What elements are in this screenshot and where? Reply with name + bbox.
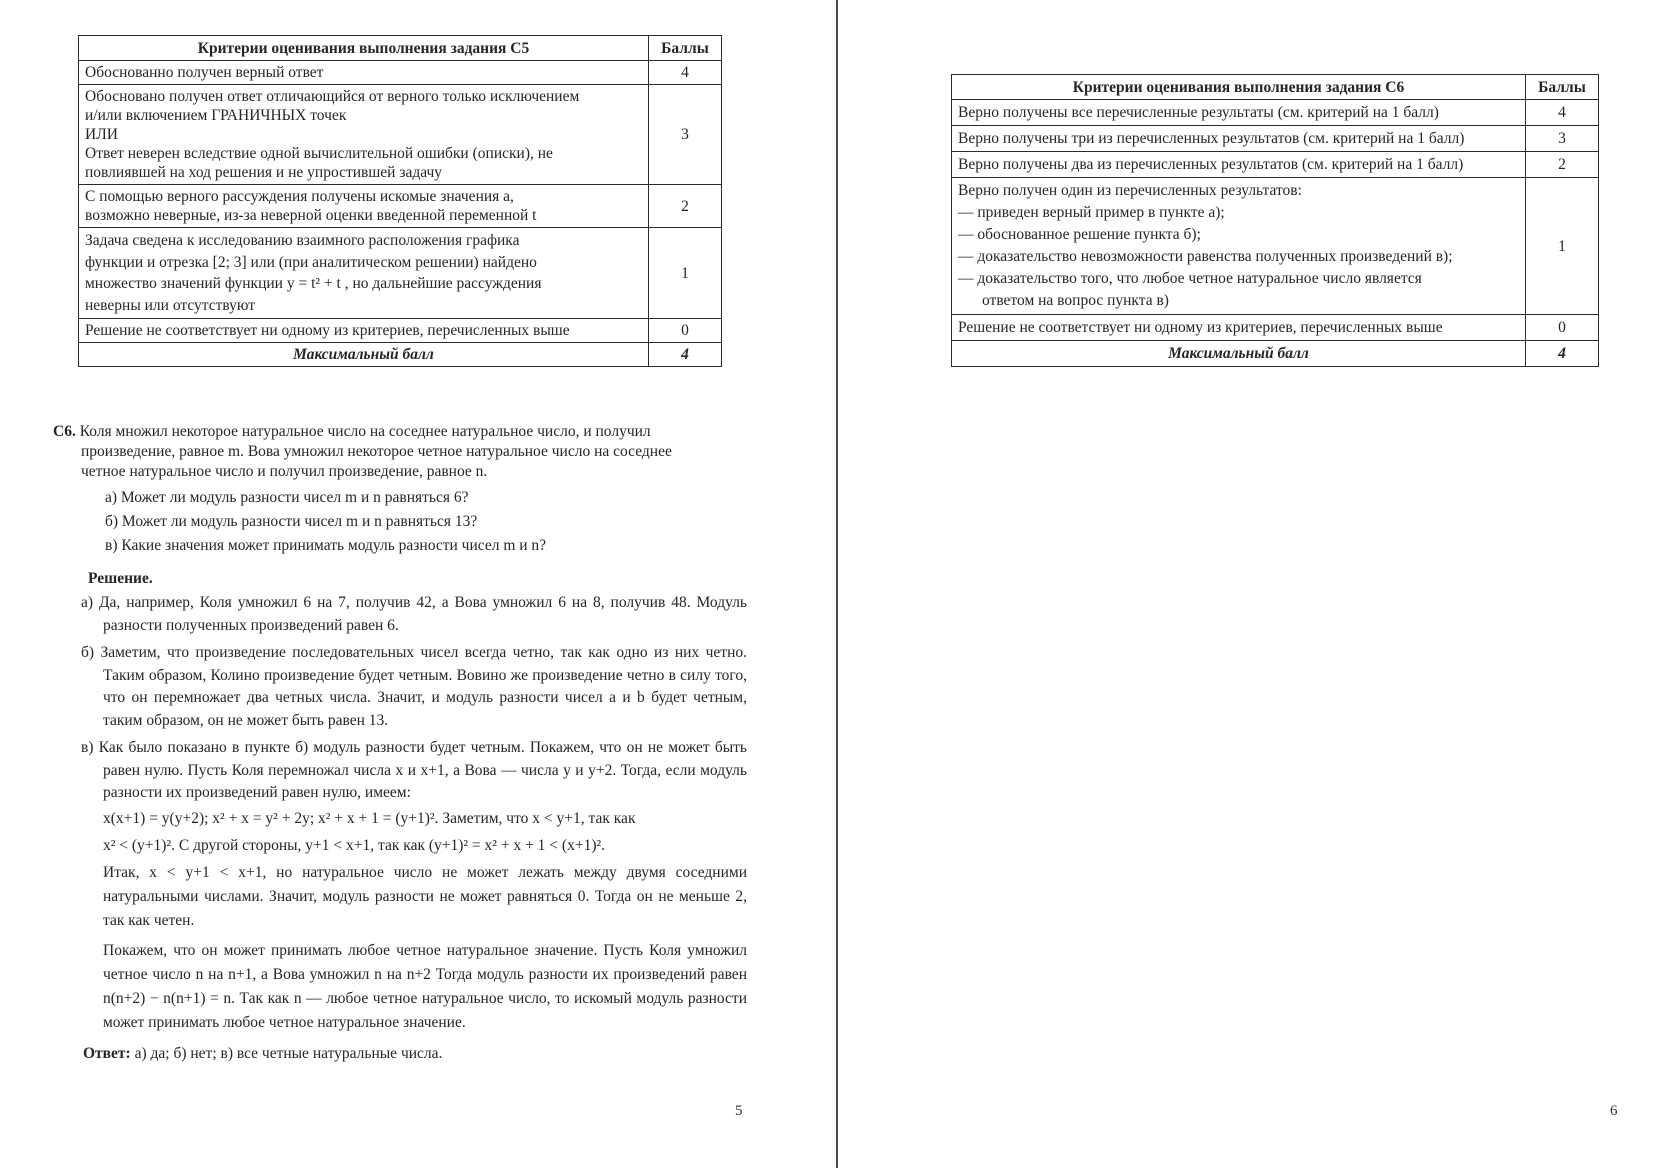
task-intro-line: произведение, равное m. Вова умножил некоторое четное натуральное число на соседнее (81, 443, 672, 460)
table-header (952, 75, 1599, 100)
row-criterion (79, 185, 649, 228)
task-c6 (53, 422, 747, 1065)
row-criterion (79, 85, 649, 185)
page-number: 5 (735, 1103, 743, 1119)
table-row (79, 228, 722, 319)
row-criterion (79, 319, 649, 343)
criterion-line: и/или включением ГРАНИЧНЫХ точек (85, 107, 347, 124)
header-score: Баллы (1526, 75, 1599, 100)
criterion-line: множество значений функции y = t² + t , но дальнейшие рассуждения (85, 275, 542, 292)
total-score: 4 (1526, 341, 1599, 367)
row-criterion: Верно получены два из перечисленных результатов (см. критерий на 1 балл) (952, 152, 1526, 178)
criterion-line: Ответ неверен вследствие одной вычислительной ошибки (описки), не (85, 145, 553, 162)
solution-c-part1: в) Как было показано в пункте б) модуль разности будет четным. Покажем, что он не может быть равен нулю. Пусть Коля перемножал числа x и x+1, а Вова — числа y и y+2. Тогда, если модуль разности их произведений равен нулю, имеем: (81, 739, 747, 801)
solution-b: б) Заметим, что произведение последовательных чисел всегда четно, так как одно из них четно. Таким образом, Колино произведение будет четным. Вовино же произведение четно в силу того, что он перемножает два четных числа. Значит, и модуль разности чисел a и b будет четным, таким образом, он не может быть равен 13. (81, 644, 747, 729)
row-criterion (79, 228, 649, 319)
table-row (952, 100, 1599, 126)
criterion-line: Обосновано получен ответ отличающийся от верного только исключением (85, 88, 580, 105)
criterion-line: Задача сведена к исследованию взаимного расположения графика (85, 232, 520, 249)
criterion-item: — доказательство невозможности равенства полученных произведений в); (958, 248, 1453, 265)
criterion-line: С помощью верного рассуждения получены искомые значения a, (85, 188, 514, 205)
answer-text: а) да; б) нет; в) все четные натуральные числа. (134, 1044, 443, 1062)
total-label: Максимальный балл (79, 343, 649, 367)
table-row (79, 61, 722, 85)
question-b: б) Может ли модуль разности чисел m и n равняться 13? (105, 513, 478, 530)
total-label: Максимальный балл (952, 341, 1526, 367)
criterion-item: — обоснованное решение пункта б); (958, 226, 1201, 243)
row-criterion: Верно получены все перечисленные результаты (см. критерий на 1 балл) (952, 100, 1526, 126)
criterion-line: Решение не соответствует ни одному из критериев, перечисленных выше (85, 322, 570, 339)
solution-c-even-values: Покажем, что он может принимать любое четное натуральное значение. Пусть Коля умножил четное число n на n+1, а Вова умножил n на n+2 Тогда модуль разности их произведений равен n(n+2) − n(n+1) = n. Так как n — любое четное натуральное число, то искомый модуль разности может принимать любое четное натуральное значение. (103, 941, 747, 1031)
criterion-line: ИЛИ (85, 126, 118, 143)
table-row (79, 185, 722, 228)
row-criterion (79, 61, 649, 85)
criterion-intro: Верно получен один из перечисленных результатов: (958, 182, 1302, 199)
table-row (79, 85, 722, 185)
row-criterion (952, 178, 1526, 315)
criterion-item: — приведен верный пример в пункте а); (958, 204, 1225, 221)
criterion-line: повлиявшей на ход решения и не упростившей задачу (85, 164, 443, 181)
task-intro-line: четное натуральное число и получил произведение, равное n. (81, 463, 488, 480)
solution-title: Решение. (88, 570, 153, 587)
total-row (952, 341, 1599, 367)
task-intro (53, 422, 747, 482)
total-score: 4 (649, 343, 722, 367)
row-score: 0 (649, 319, 722, 343)
row-criterion: Решение не соответствует ни одному из критериев, перечисленных выше (952, 315, 1526, 341)
row-score: 3 (649, 85, 722, 185)
page-5 (0, 0, 836, 1168)
row-score: 1 (649, 228, 722, 319)
criterion-item-continued: ответом на вопрос пункта в) (982, 292, 1169, 309)
table-row (79, 319, 722, 343)
solution-c-inequality: x² < (y+1)². С другой стороны, y+1 < x+1, так как (y+1)² = x² + x + 1 < (x+1)². (103, 836, 606, 854)
table-row (952, 152, 1599, 178)
header-score: Баллы (649, 36, 722, 61)
table-row (952, 178, 1599, 315)
solution-c-conclusion: Итак, x < y+1 < x+1, но натуральное число не может лежать между двумя соседними натуральными числами. Значит, модуль разности не может равняться 0. Тогда он не меньше 2, так как четен. (103, 863, 747, 929)
criteria-table-c5 (78, 35, 722, 367)
header-criteria: Критерии оценивания выполнения задания С6 (952, 75, 1526, 100)
row-score: 3 (1526, 126, 1599, 152)
criterion-line: функции и отрезка [2; 3] или (при аналитическом решении) найдено (85, 253, 537, 271)
row-score: 0 (1526, 315, 1599, 341)
criterion-line: неверны или отсутствуют (85, 296, 256, 314)
page-6 (838, 0, 1675, 1168)
row-score: 4 (1526, 100, 1599, 126)
page-number: 6 (1610, 1103, 1618, 1119)
answer-label: Ответ: (83, 1044, 131, 1062)
answer (53, 1043, 747, 1065)
question-a: а) Может ли модуль разности чисел m и n равняться 6? (105, 489, 469, 506)
header-criteria: Критерии оценивания выполнения задания С5 (79, 36, 649, 61)
table-row (952, 315, 1599, 341)
row-score: 2 (649, 185, 722, 228)
row-criterion: Верно получены три из перечисленных результатов (см. критерий на 1 балл) (952, 126, 1526, 152)
solution-c-equations: x(x+1) = y(y+2); x² + x = y² + 2y; x² + x + 1 = (y+1)². Заметим, что x < y+1, так как (103, 809, 636, 827)
solution-a: а) Да, например, Коля умножил 6 на 7, получив 42, а Вова умножил 6 на 8, получив 48. Модуль разности полученных произведений равен 6. (81, 594, 747, 634)
row-score: 2 (1526, 152, 1599, 178)
question-c: в) Какие значения может принимать модуль разности чисел m и n? (105, 537, 547, 554)
table-header (79, 36, 722, 61)
row-score: 1 (1526, 178, 1599, 315)
criteria-table-c6 (951, 74, 1599, 367)
criterion-line: Обоснованно получен верный ответ (85, 64, 324, 81)
table-row (952, 126, 1599, 152)
task-intro-line: Коля множил некоторое натуральное число на соседнее натуральное число, и получил (79, 423, 651, 440)
criterion-line: возможно неверные, из-за неверной оценки введенной переменной t (85, 207, 537, 224)
task-label: С6. (53, 423, 76, 440)
criterion-item: — доказательство того, что любое четное натуральное число является (958, 270, 1422, 287)
total-row (79, 343, 722, 367)
row-score: 4 (649, 61, 722, 85)
